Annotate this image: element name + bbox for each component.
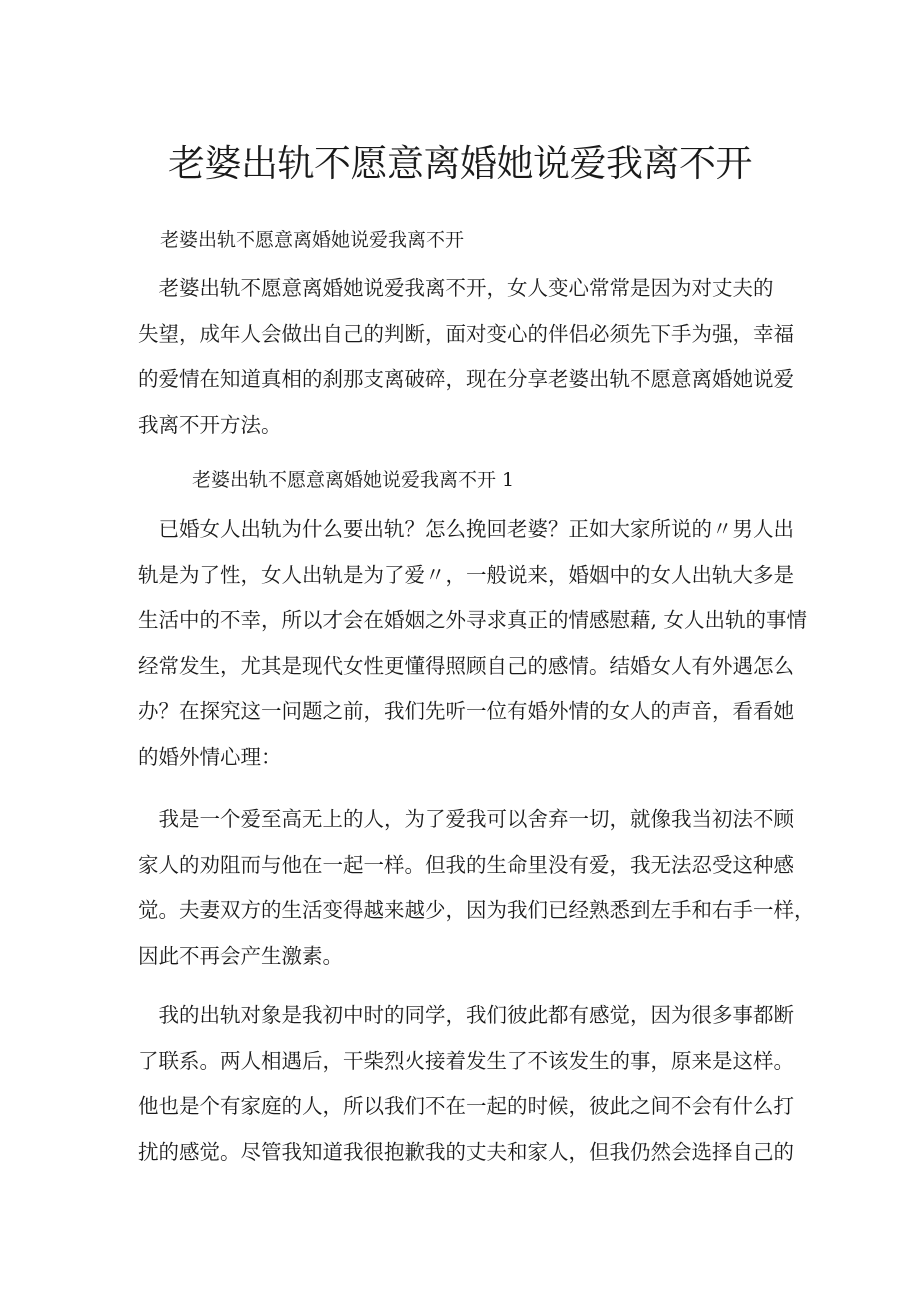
intro-line: 老婆出轨不愿意离婚她说爱我离不开，女人变心常常是因为对丈夫的 (138, 276, 774, 300)
intro-line: 我离不开方法。 (138, 412, 282, 437)
intro-line: 失望，成年人会做出自己的判断，面对变心的伴侣必须先下手为强，幸福 (138, 321, 794, 346)
paragraph-line: 觉。夫妻双方的生活变得越来越少，因为我们已经熟悉到左手和右手一样， (138, 898, 815, 922)
paragraph-line: 他也是个有家庭的人，所以我们不在一起的时候，彼此之间不会有什么打 (138, 1094, 794, 1118)
paragraph-line: 经常发生，尤其是现代女性更懂得照顾自己的感情。结婚女人有外遇怎么 (138, 653, 794, 678)
body-paragraph-1 (138, 507, 808, 780)
paragraph-line: 因此不再会产生激素。 (138, 943, 343, 968)
body-paragraph-3 (138, 993, 802, 1175)
paragraph-line: 的婚外情心理： (138, 744, 282, 769)
paragraph-line: 已婚女人出轨为什么要出轨？怎么挽回老婆？正如大家所说的〃男人出 (138, 517, 794, 541)
document-subtitle: 老婆出轨不愿意离婚她说爱我离不开 (160, 229, 465, 251)
paragraph-line: 家人的劝阻而与他在一起一样。但我的生命里没有爱，我无法忍受这种感 (138, 852, 794, 877)
paragraph-line: 轨是为了性，女人出轨是为了爱〃，一般说来，婚姻中的女人出轨大多是 (138, 562, 794, 587)
intro-line: 的爱情在知道真相的刹那支离破碎，现在分享老婆出轨不愿意离婚她说爱 (138, 367, 794, 391)
paragraph-line: 我的出轨对象是我初中时的同学，我们彼此都有感觉，因为很多事都断 (138, 1003, 794, 1027)
paragraph-line: 了联系。两人相遇后，干柴烈火接着发生了不该发生的事，原来是这样。 (138, 1048, 794, 1073)
section-heading: 老婆出轨不愿意离婚她说爱我离不开 1 (192, 469, 515, 491)
paragraph-line: 扰的感觉。尽管我知道我很抱歉我的丈夫和家人，但我仍然会选择自己的 (138, 1139, 794, 1164)
page-title: 老婆出轨不愿意离婚她说爱我离不开 (168, 142, 752, 185)
body-paragraph-2 (138, 797, 815, 979)
paragraph-line: 生活中的不幸，所以才会在婚姻之外寻求真正的情感慰藉, 女人出轨的事情 (138, 608, 808, 632)
paragraph-line: 我是一个爱至高无上的人，为了爱我可以舍弃一切，就像我当初法不顾 (138, 807, 794, 831)
paragraph-line: 办？在探究这一问题之前，我们先听一位有婚外情的女人的声音，看看她 (138, 699, 794, 723)
intro-paragraph (138, 266, 802, 448)
